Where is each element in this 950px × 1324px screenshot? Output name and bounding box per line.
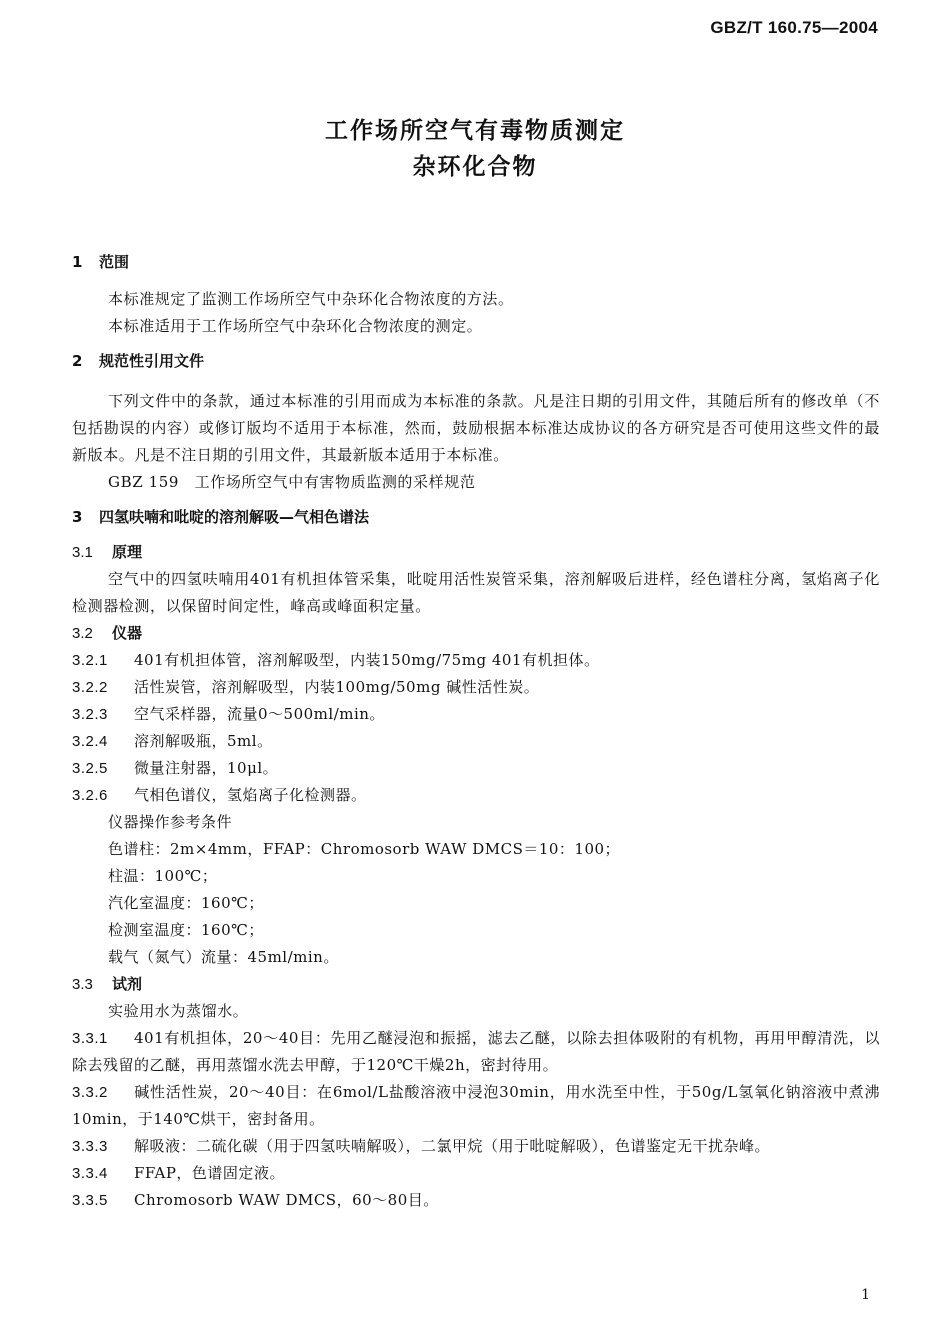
- clause-number: 3.3.2: [72, 1084, 108, 1101]
- operating-conditions-heading: 仪器操作参考条件: [108, 813, 233, 831]
- condition-carrier-gas: 载气（氮气）流量：45ml/min。: [108, 948, 339, 966]
- clause-text: 空气采样器，流量0～500ml/min。: [134, 705, 385, 723]
- paragraph: 下列文件中的条款，通过本标准的引用而成为本标准的条款。凡是注日期的引用文件，其随后所有的修改单（不包括勘误的内容）或修订版均不适用于本标准，然而，鼓励根据本标准达成协议的各方研究是否可使用这些文件的最新版本。凡是不注日期的引用文件，其最新版本适用于本标准。: [72, 392, 880, 464]
- clause-item: [72, 1025, 880, 1079]
- document-subtitle: 杂环化合物: [412, 154, 538, 180]
- clause-text: 碱性活性炭，20～40目：在6mol/L盐酸溶液中浸泡30min，用水洗至中性，于50g/L氢氧化钠溶液中煮沸10min，于140℃烘干，密封备用。: [72, 1083, 880, 1128]
- clause-item: [72, 674, 880, 701]
- section-title: 规范性引用文件: [99, 352, 205, 370]
- normative-reference: GBZ 159 工作场所空气中有害物质监测的采样规范: [108, 473, 476, 491]
- page-number: 1: [861, 1287, 870, 1303]
- condition-column-temp: 柱温：100℃；: [108, 867, 218, 885]
- clause-item: [72, 1079, 880, 1133]
- condition-detector-temp: 检测室温度：160℃；: [108, 921, 264, 939]
- clause-text: Chromosorb WAW DMCS，60～80目。: [134, 1191, 439, 1209]
- clause-number: 3.3.3: [72, 1138, 108, 1155]
- section-2-heading: [72, 348, 880, 375]
- clause-text: 401有机担体，20～40目：先用乙醚浸泡和振摇，滤去乙醚，以除去担体吸附的有机物，再用甲醇清洗，以除去残留的乙醚，再用蒸馏水洗去甲醇，于120℃干燥2h，密封待用。: [72, 1029, 880, 1074]
- section-number: 2: [72, 352, 83, 370]
- subsection-3-1-heading: [72, 539, 880, 566]
- section-number: 1: [72, 253, 83, 271]
- clause-item: [72, 1160, 880, 1187]
- clause-item: [72, 1187, 880, 1214]
- clause-number: 3.3.1: [72, 1030, 108, 1047]
- clause-item: [72, 647, 880, 674]
- subsection-number: 3.2: [72, 625, 93, 642]
- clause-number: 3.2.3: [72, 706, 108, 723]
- subsection-title: 原理: [112, 543, 143, 561]
- section-1-heading: [72, 249, 880, 276]
- document-body: [72, 249, 880, 1214]
- clause-item: [72, 728, 880, 755]
- paragraph: 本标准适用于工作场所空气中杂环化合物浓度的测定。: [108, 317, 483, 335]
- paragraph: 实验用水为蒸馏水。: [108, 1002, 249, 1020]
- standard-code: GBZ/T 160.75—2004: [710, 18, 878, 37]
- section-title: 范围: [99, 253, 130, 271]
- clause-text: 微量注射器，10μl。: [134, 759, 279, 777]
- clause-item: [72, 782, 880, 809]
- clause-text: 气相色谱仪，氢焰离子化检测器。: [134, 786, 367, 804]
- paragraph: 本标准规定了监测工作场所空气中杂环化合物浓度的方法。: [108, 290, 514, 308]
- clause-number: 3.2.5: [72, 760, 108, 777]
- section-3-heading: [72, 504, 880, 531]
- clause-item: [72, 701, 880, 728]
- clause-text: 401有机担体管，溶剂解吸型，内装150mg/75mg 401有机担体。: [134, 651, 600, 669]
- clause-number: 3.2.1: [72, 652, 108, 669]
- section-number: 3: [72, 508, 83, 526]
- clause-number: 3.3.5: [72, 1192, 108, 1209]
- subsection-3-2-heading: [72, 620, 880, 647]
- clause-number: 3.2.2: [72, 679, 108, 696]
- subsection-title: 仪器: [112, 624, 143, 642]
- subsection-3-3-heading: [72, 971, 880, 998]
- clause-text: FFAP，色谱固定液。: [134, 1164, 285, 1182]
- clause-item: [72, 1133, 880, 1160]
- condition-column: 色谱柱：2m×4mm，FFAP：Chromosorb WAW DMCS＝10：100；: [108, 840, 621, 858]
- paragraph: 空气中的四氢呋喃用401有机担体管采集，吡啶用活性炭管采集，溶剂解吸后进样，经色谱柱分离，氢焰离子化检测器检测，以保留时间定性，峰高或峰面积定量。: [72, 570, 880, 615]
- condition-vaporizer-temp: 汽化室温度：160℃；: [108, 894, 264, 912]
- subsection-title: 试剂: [112, 975, 143, 993]
- clause-number: 3.2.4: [72, 733, 108, 750]
- clause-text: 解吸液：二硫化碳（用于四氢呋喃解吸），二氯甲烷（用于吡啶解吸），色谱鉴定无干扰杂峰。: [134, 1137, 771, 1155]
- subsection-number: 3.3: [72, 976, 93, 993]
- clause-text: 溶剂解吸瓶，5ml。: [134, 732, 273, 750]
- clause-number: 3.2.6: [72, 787, 108, 804]
- clause-text: 活性炭管，溶剂解吸型，内装100mg/50mg 碱性活性炭。: [134, 678, 540, 696]
- clause-number: 3.3.4: [72, 1165, 108, 1182]
- clause-item: [72, 755, 880, 782]
- document-title: 工作场所空气有毒物质测定: [325, 118, 625, 144]
- section-title: 四氢呋喃和吡啶的溶剂解吸—气相色谱法: [99, 508, 370, 526]
- subsection-number: 3.1: [72, 544, 93, 561]
